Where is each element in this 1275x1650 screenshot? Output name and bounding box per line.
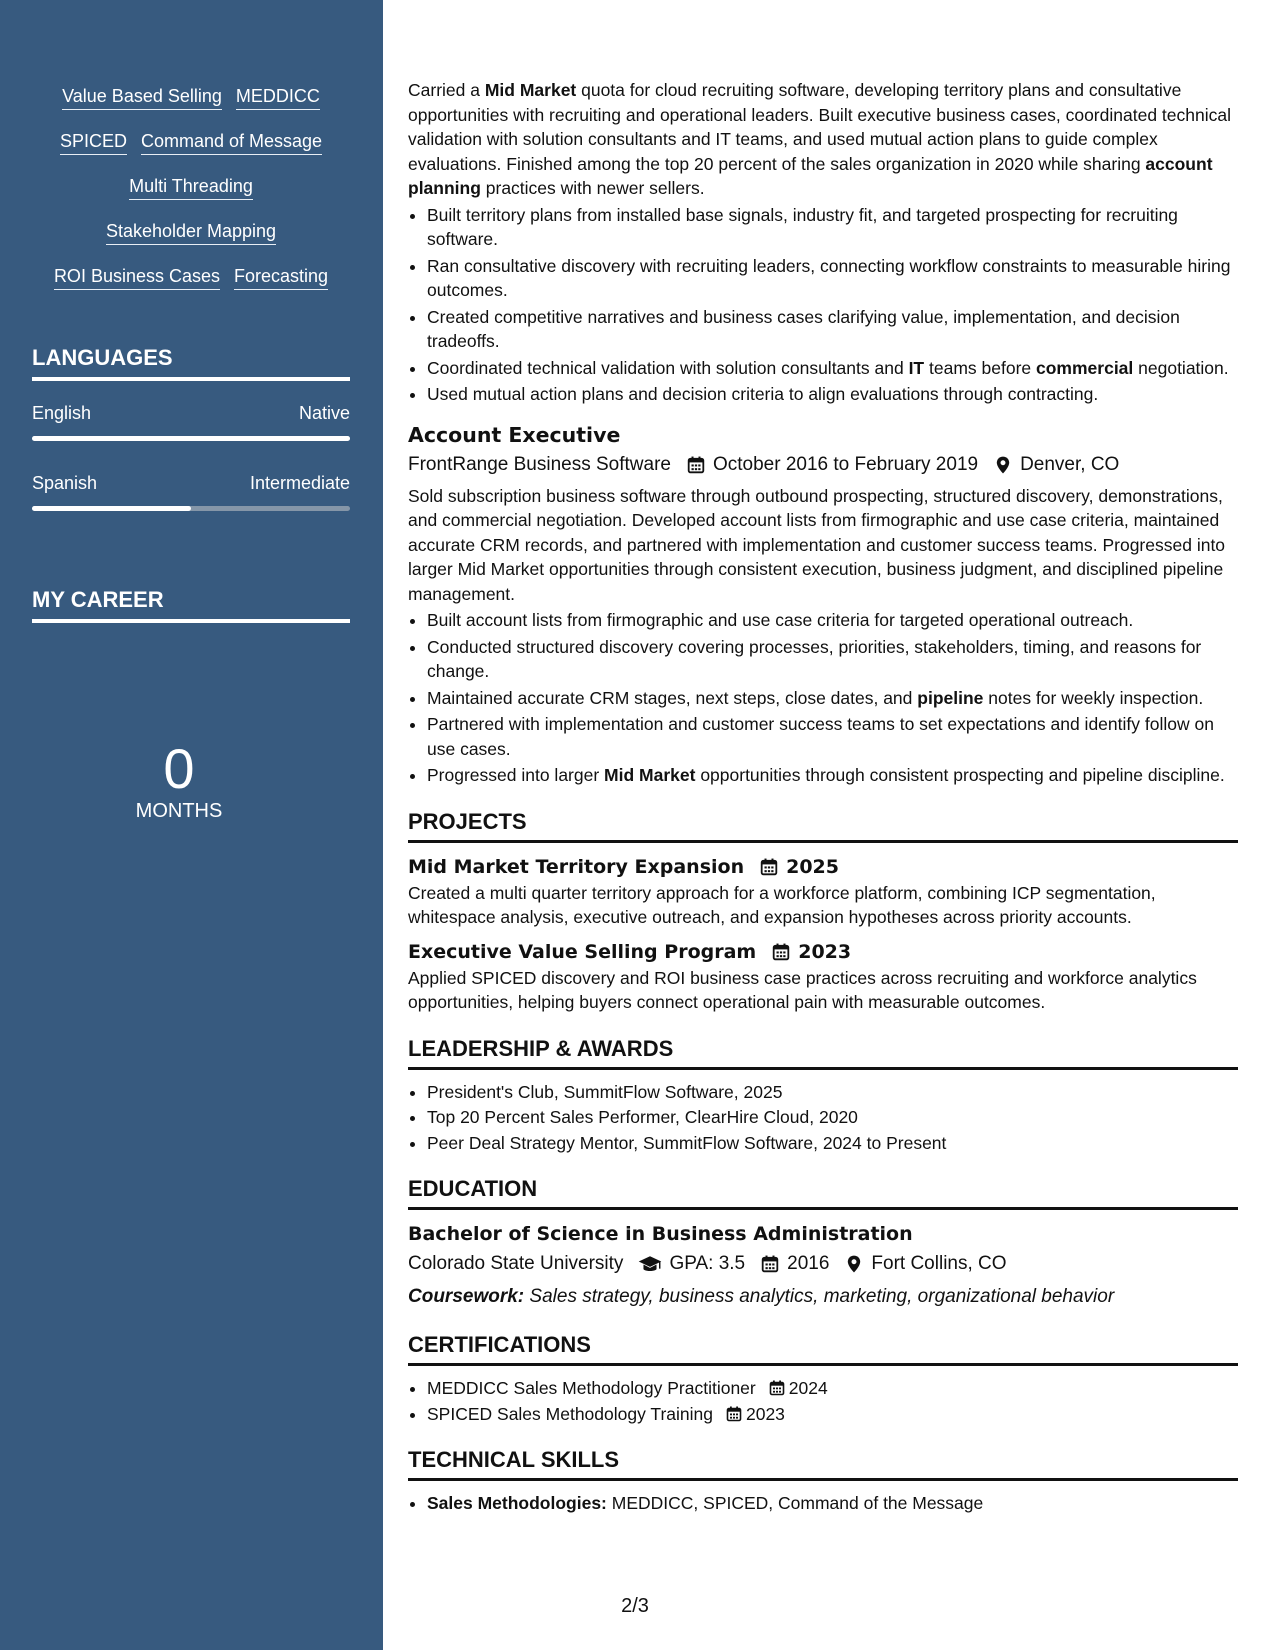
school-name: Colorado State University — [408, 1253, 624, 1274]
award-item: • President's Club, SummitFlow Software, 2025 — [427, 1080, 1238, 1105]
skill-tag[interactable]: Forecasting — [234, 266, 328, 290]
technical-skills-heading: TECHNICAL SKILLS — [408, 1446, 1238, 1481]
skill-tag[interactable]: Value Based Selling — [62, 86, 222, 110]
bullet-item — [427, 635, 1238, 684]
location-pin-icon — [843, 1253, 865, 1275]
gpa: GPA: 3.5 — [669, 1253, 746, 1274]
project-title: Mid Market Territory Expansion — [408, 855, 745, 878]
bold-text: Mid Market — [484, 80, 577, 100]
project-description: Applied SPICED discovery and ROI business case practices across recruiting and workforce analytics opportunities, helping buyers connect operational pain with measurable outcomes. — [408, 967, 1197, 1012]
skill-row — [32, 221, 350, 266]
proficiency-fill — [32, 436, 350, 441]
skill-tag[interactable]: SPICED — [60, 131, 127, 155]
graduation-year: 2016 — [787, 1253, 830, 1274]
language-level: Intermediate — [249, 473, 350, 493]
coursework-text: Sales strategy, business analytics, marketing, organizational behavior — [524, 1286, 1115, 1307]
calendar-icon — [725, 1405, 743, 1423]
bullet-item — [427, 254, 1238, 303]
bullet-item — [427, 356, 1238, 381]
skill-row — [32, 86, 350, 131]
skill-row — [32, 266, 350, 311]
language-spanish — [32, 473, 350, 511]
location-pin-icon — [992, 454, 1014, 476]
awards-list — [408, 1080, 1238, 1156]
education-meta — [408, 1250, 1238, 1278]
certification-year: 2024 — [788, 1378, 828, 1398]
bold-text: IT — [908, 357, 925, 378]
text-run: Carried a — [408, 80, 485, 100]
bullet-item — [427, 203, 1238, 252]
coursework — [408, 1283, 1238, 1311]
calendar-icon — [770, 941, 792, 963]
text-run: teams before — [924, 357, 1036, 378]
job-bullets — [408, 608, 1238, 788]
proficiency-bar — [32, 436, 350, 441]
job-dates: October 2016 to February 2019 — [712, 453, 979, 475]
bold-text: pipeline — [917, 687, 984, 708]
career-counter — [32, 738, 326, 823]
skill-tag[interactable]: Stakeholder Mapping — [106, 221, 276, 245]
certification-name: • MEDDICC Sales Methodology Practitioner — [427, 1378, 756, 1398]
text-run: quota for cloud recruiting software, developing territory plans and consultative opportunities with recruiting and operational leaders. Built executive business cases, coordinated technical validation with solution consultants and IT teams, and used mutual action plans to guide complex evaluations. Finished among the top 20 percent of the sales organization in 2020 while sharing — [408, 80, 1231, 174]
language-name: Spanish — [32, 473, 98, 493]
page-number: 2/3 — [621, 1595, 649, 1617]
skill-values: MEDDICC, SPICED, Command of the Message — [606, 1493, 984, 1513]
text-run: Created competitive narratives and business cases clarifying value, implementation, and decision tradeoffs. — [427, 306, 1180, 351]
project-item — [408, 853, 1238, 930]
proficiency-fill — [32, 506, 191, 511]
text-run: Used mutual action plans and decision criteria to align evaluations through contracting. — [427, 384, 1099, 404]
technical-skill-item — [427, 1491, 1238, 1516]
graduation-cap-icon — [637, 1253, 663, 1275]
project-year: 2025 — [786, 855, 839, 878]
skills-tags — [32, 86, 350, 311]
job-summary — [408, 78, 1238, 201]
career-unit: MONTHS — [135, 800, 223, 822]
career-heading: MY CAREER — [32, 587, 350, 623]
projects-heading: PROJECTS — [408, 808, 1238, 843]
job-summary: Sold subscription business software through outbound prospecting, structured discovery, demonstrations, and commercial negotiation. Developed account lists from firmographic and use case criteria, maintained accurate CRM records, and partnered with implementation and customer success teams. Progressed into larger Mid Market opportunities through consistent execution, business judgment, and disciplined pipeline management. — [408, 485, 1226, 604]
company-name: FrontRange Business Software — [408, 453, 671, 475]
language-level: Native — [298, 403, 350, 423]
certification-name: • SPICED Sales Methodology Training — [427, 1403, 713, 1424]
calendar-icon — [758, 856, 780, 878]
certifications-heading: CERTIFICATIONS — [408, 1331, 1238, 1366]
calendar-icon — [768, 1379, 786, 1397]
school-location: Fort Collins, CO — [871, 1253, 1007, 1274]
bullet-item — [427, 305, 1238, 354]
calendar-icon — [759, 1253, 781, 1275]
certification-item — [427, 1376, 1238, 1401]
job-meta — [408, 451, 1238, 479]
languages-heading: LANGUAGES — [32, 345, 350, 381]
project-description: Created a multi quarter territory approach for a workforce platform, combining ICP segmentation, whitespace analysis, executive outreach, and expansion hypotheses across priority accounts. — [408, 882, 1156, 927]
text-run: opportunities through consistent prospecting and pipeline discipline. — [695, 765, 1225, 785]
certification-year: 2023 — [745, 1403, 785, 1424]
bold-text: commercial — [1036, 357, 1134, 378]
education-heading: EDUCATION — [408, 1175, 1238, 1210]
coursework-label: Coursework: — [408, 1286, 525, 1307]
project-year: 2023 — [798, 940, 852, 963]
text-run: Maintained accurate CRM stages, next steps, close dates, and — [427, 687, 918, 708]
degree-name: Bachelor of Science in Business Administration — [408, 1223, 913, 1245]
text-run: Ran consultative discovery with recruiting leaders, connecting workflow constraints to measurable hiring outcomes. — [427, 255, 1231, 300]
technical-skills-list — [408, 1491, 1238, 1516]
sidebar — [0, 0, 383, 1650]
text-run: notes for weekly inspection. — [983, 687, 1204, 708]
career-value: 0 — [163, 737, 195, 800]
skill-tag[interactable]: Multi Threading — [129, 176, 253, 200]
skill-category: Sales Methodologies: — [427, 1493, 607, 1513]
text-run: Built territory plans from installed base signals, industry fit, and targeted prospecting for recruiting software. — [427, 204, 1178, 249]
language-english — [32, 403, 350, 441]
bullet-item — [427, 712, 1238, 761]
language-name: English — [32, 403, 92, 423]
bullet-item — [427, 686, 1238, 711]
main-content — [408, 78, 1238, 1517]
certification-item — [427, 1402, 1238, 1427]
skill-tag[interactable]: Command of Message — [141, 131, 322, 155]
skill-tag[interactable]: MEDDICC — [236, 86, 320, 110]
job-title: Account Executive — [408, 422, 621, 447]
job-location: Denver, CO — [1020, 453, 1120, 475]
bold-text: account planning — [408, 153, 1213, 198]
text-run: Conducted structured discovery covering processes, priorities, stakeholders, timing, and reasons for change. — [427, 636, 1202, 681]
award-item: • Top 20 Percent Sales Performer, ClearHire Cloud, 2020 — [427, 1105, 1238, 1130]
bold-text: Mid Market — [604, 765, 696, 785]
bullet-item — [427, 382, 1238, 407]
text-run: Coordinated technical validation with solution consultants and — [427, 357, 909, 378]
project-title: Executive Value Selling Program — [408, 940, 757, 963]
job-bullets — [408, 203, 1238, 407]
skill-row — [32, 176, 350, 221]
project-item — [408, 938, 1238, 1015]
bullet-item — [427, 608, 1238, 633]
calendar-icon — [685, 454, 707, 476]
degree — [408, 1220, 1238, 1248]
award-item: • Peer Deal Strategy Mentor, SummitFlow Software, 2024 to Present — [427, 1131, 1238, 1156]
skill-row — [32, 131, 350, 176]
text-run: Built account lists from firmographic and use case criteria for targeted operational outreach. — [427, 610, 1134, 630]
proficiency-bar — [32, 506, 350, 511]
bullet-item — [427, 763, 1238, 788]
text-run: Progressed into larger — [427, 765, 605, 785]
certifications-list — [408, 1376, 1238, 1426]
skill-tag[interactable]: ROI Business Cases — [54, 266, 220, 290]
text-run: Partnered with implementation and customer success teams to set expectations and identify follow on use cases. — [427, 714, 1214, 759]
text-run: practices with newer sellers. — [480, 178, 705, 198]
awards-heading: LEADERSHIP & AWARDS — [408, 1035, 1238, 1070]
text-run: negotiation. — [1133, 357, 1229, 378]
